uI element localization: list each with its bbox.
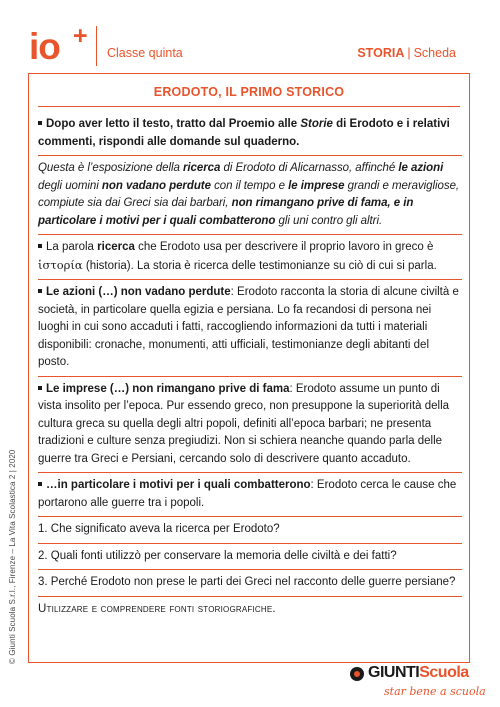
- comment-text: (historia). La storia è ricerca delle testimonianze su ciò di cui si parla.: [82, 259, 437, 272]
- title-divider: [38, 106, 460, 107]
- brand-name-part: GIUNTI: [368, 664, 420, 681]
- greek-word: ἱστορία: [38, 257, 83, 272]
- comment-imprese: [38, 381, 462, 469]
- comment-text: La parola: [46, 241, 98, 253]
- copyright-notice: © Giunti Scuola S.r.l., Firenze – La Vita Scolastica 2 | 2020: [8, 449, 17, 664]
- comment-azioni: [38, 284, 462, 372]
- giunti-scuola-logo: [350, 664, 486, 704]
- quote-keyword: le imprese: [288, 179, 345, 192]
- quote-keyword: non rimangano prive di fama, e in particolare i motivi per i quali combatterono: [38, 197, 414, 227]
- divider: [38, 279, 462, 280]
- bullet-icon: [38, 289, 42, 293]
- logo-text: io: [29, 26, 60, 67]
- comment-heading: Le imprese (…) non rimangano prive di fama: [46, 382, 290, 395]
- divider: [38, 234, 462, 235]
- question-3: 3. Perché Erodoto non prese le parti dei Greci nel racconto delle guerre persiane?: [38, 576, 456, 588]
- brand-tagline: star bene a scuola: [384, 685, 486, 698]
- divider: [38, 543, 462, 544]
- comment-text: : Erodoto racconta la storia di alcune civiltà e società, in particolare quella egizia e persiana. Lo fa recandosi di persona nei luoghi in cui sono accaduti i fatti, raccogliendo informazioni da tutti i materiali disponibili: cronache, monumenti, atti ufficiali, testimonianze degli abitanti del posto.: [38, 286, 459, 368]
- divider: [38, 569, 462, 570]
- quote-text: Questa è l’esposizione della: [38, 162, 183, 174]
- instruction-text: Dopo aver letto il testo, tratto dal Proemio alle: [46, 118, 301, 130]
- subject-name: STORIA: [357, 46, 405, 60]
- divider: [38, 516, 462, 517]
- class-label: Classe quinta: [107, 46, 183, 60]
- brand-name-part: Scuola: [419, 664, 469, 681]
- skill-label: Utilizzare e comprendere fonti storiografiche.: [38, 602, 276, 615]
- subject-label: [357, 46, 456, 60]
- instruction: [38, 116, 462, 151]
- quote-text: di Erodoto di Alicarnasso, affinché: [220, 162, 399, 174]
- sheet-content: [38, 116, 462, 618]
- io-plus-logo: [29, 22, 91, 67]
- comment-text: : Erodoto cerca le cause che portarono alle guerre tra i popoli.: [38, 479, 457, 509]
- brand-name: [368, 664, 469, 682]
- bullet-icon: [38, 244, 42, 248]
- divider: [38, 596, 462, 597]
- bullet-icon: [38, 482, 42, 486]
- page-title: ERODOTO, IL PRIMO STORICO: [153, 85, 345, 99]
- comment-motivi: [38, 477, 462, 512]
- bullet-icon: [38, 121, 42, 125]
- divider: [38, 155, 462, 156]
- quote-keyword: non vadano perdute: [101, 179, 211, 192]
- question-1: 1. Che significato aveva la ricerca per Erodoto?: [38, 523, 280, 535]
- quote-text: con il tempo e: [210, 179, 289, 192]
- divider: [38, 376, 462, 377]
- comment-text: che Erodoto usa per descrivere il proprio lavoro in greco è: [134, 241, 434, 253]
- quote-keyword: le azioni: [398, 162, 444, 174]
- comment-ricerca: [38, 239, 462, 275]
- subject-separator: |: [407, 46, 411, 60]
- quote-text: degli uomini: [38, 179, 102, 192]
- question-2: 2. Quali fonti utilizzò per conservare la memoria delle civiltà e dei fatti?: [38, 549, 397, 562]
- comment-heading: …in particolare i motivi per i quali combatterono: [46, 479, 311, 491]
- instruction-text-end: di Erodoto e i relativi commenti, rispondi alle domande sul quaderno.: [38, 118, 450, 148]
- header-divider: [96, 26, 97, 66]
- divider: [38, 472, 462, 473]
- brand-mark-icon: [350, 667, 364, 681]
- comment-keyword: ricerca: [97, 241, 135, 253]
- quote-text: gli uni contro gli altri.: [275, 214, 383, 227]
- bullet-icon: [38, 386, 42, 390]
- instruction-book-title: Storie: [300, 118, 333, 130]
- proem-quote: [38, 160, 462, 230]
- comment-text: : Erodoto assume un punto di vista insolito per l’epoca. Pur essendo greco, non presuppone la superiorità della cultura greca su quella degli altri popoli, definiti all’epoca barbari; ne presenta tradizioni e culture senza pregiudizi. Non si schiera neanche quando parla delle guerre tra Greci e Persiani, cercando solo di descrivere quanto accaduto.: [38, 382, 450, 465]
- quote-text: grandi e meravigliose, compiute sia dai Greci sia dai barbari,: [38, 179, 460, 209]
- comment-heading: Le azioni (…) non vadano perdute: [46, 286, 231, 298]
- quote-keyword: ricerca: [182, 162, 221, 174]
- logo-plus: +: [73, 22, 88, 50]
- sheet-type: Scheda: [413, 46, 456, 60]
